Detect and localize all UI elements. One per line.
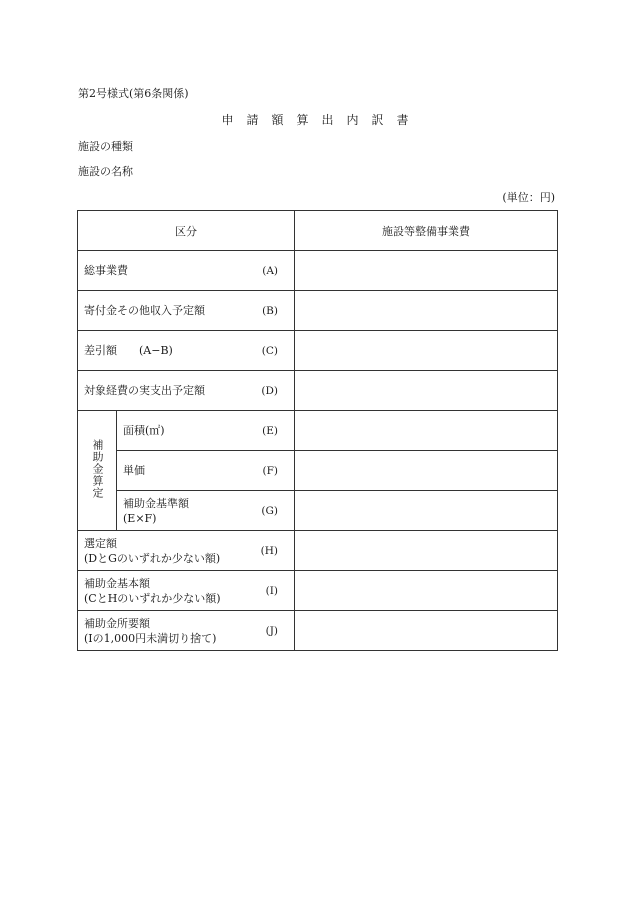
row-label-cell <box>78 571 295 611</box>
row-label-sub: (Iの1,000円未満切り捨て) <box>84 631 217 645</box>
row-label-cell <box>78 331 295 371</box>
row-label <box>84 536 220 566</box>
amount-cell[interactable] <box>295 371 558 411</box>
row-code: (E) <box>262 424 278 437</box>
row-code: (I) <box>265 584 278 597</box>
row-label-sub: (CとHのいずれか少ない額) <box>84 591 221 605</box>
amount-cell[interactable] <box>295 611 558 651</box>
amount-cell[interactable] <box>295 491 558 531</box>
row-label-cell <box>78 371 295 411</box>
row-label: 総事業費 <box>84 264 128 277</box>
row-code: (B) <box>262 304 278 317</box>
table-row <box>78 411 558 451</box>
row-label-cell <box>78 531 295 571</box>
table-row <box>78 371 558 411</box>
amount-cell[interactable] <box>295 531 558 571</box>
row-label <box>84 616 216 646</box>
amount-cell[interactable] <box>295 451 558 491</box>
unit-note: (単位：円) <box>502 191 555 204</box>
row-label-main: 選定額 <box>84 536 117 550</box>
table-row <box>78 611 558 651</box>
row-label-main: 補助金基準額 <box>123 496 189 510</box>
header-amount: 施設等整備事業費 <box>295 211 558 251</box>
row-label-cell <box>117 491 295 531</box>
row-code: (G) <box>261 504 278 517</box>
row-code: (F) <box>262 464 278 477</box>
group-label-text: 補助金算定 <box>91 439 104 499</box>
row-code: (J) <box>265 624 278 637</box>
header-category: 区分 <box>78 211 295 251</box>
row-label-main: 補助金所要額 <box>84 616 150 630</box>
table-row <box>78 451 558 491</box>
row-code: (C) <box>261 344 278 357</box>
table-row <box>78 291 558 331</box>
row-label <box>123 496 189 526</box>
table-row <box>78 331 558 371</box>
amount-cell[interactable] <box>295 331 558 371</box>
row-label-cell <box>117 411 295 451</box>
breakdown-table <box>77 210 558 651</box>
row-label: 対象経費の実支出予定額 <box>84 384 205 397</box>
row-label-cell <box>78 251 295 291</box>
amount-cell[interactable] <box>295 251 558 291</box>
table-row <box>78 571 558 611</box>
form-number: 第2号様式(第6条関係) <box>78 87 189 100</box>
amount-cell[interactable] <box>295 571 558 611</box>
table-row <box>78 491 558 531</box>
facility-name-label: 施設の名称 <box>78 165 133 178</box>
row-label <box>84 576 221 606</box>
row-label-sub: (E×F) <box>123 511 157 525</box>
row-label-sub: (DとGのいずれか少ない額) <box>84 551 221 565</box>
row-label-cell <box>117 451 295 491</box>
table-row <box>78 251 558 291</box>
table-header-row <box>78 211 558 251</box>
row-code: (H) <box>260 544 278 557</box>
row-label: 面積(㎡) <box>123 424 165 437</box>
facility-type-label: 施設の種類 <box>78 140 133 153</box>
amount-cell[interactable] <box>295 411 558 451</box>
document-title: 申請額算出内訳書 <box>221 113 422 127</box>
amount-cell[interactable] <box>295 291 558 331</box>
subsidy-calc-group-label <box>78 411 117 531</box>
row-label: 単価 <box>123 464 145 477</box>
row-code: (D) <box>261 384 278 397</box>
row-label: 差引額 (A−B) <box>84 344 173 357</box>
row-label-main: 補助金基本額 <box>84 576 150 590</box>
row-label-cell <box>78 291 295 331</box>
table-row <box>78 531 558 571</box>
row-label: 寄付金その他収入予定額 <box>84 304 205 317</box>
row-code: (A) <box>262 264 278 277</box>
row-label-cell <box>78 611 295 651</box>
